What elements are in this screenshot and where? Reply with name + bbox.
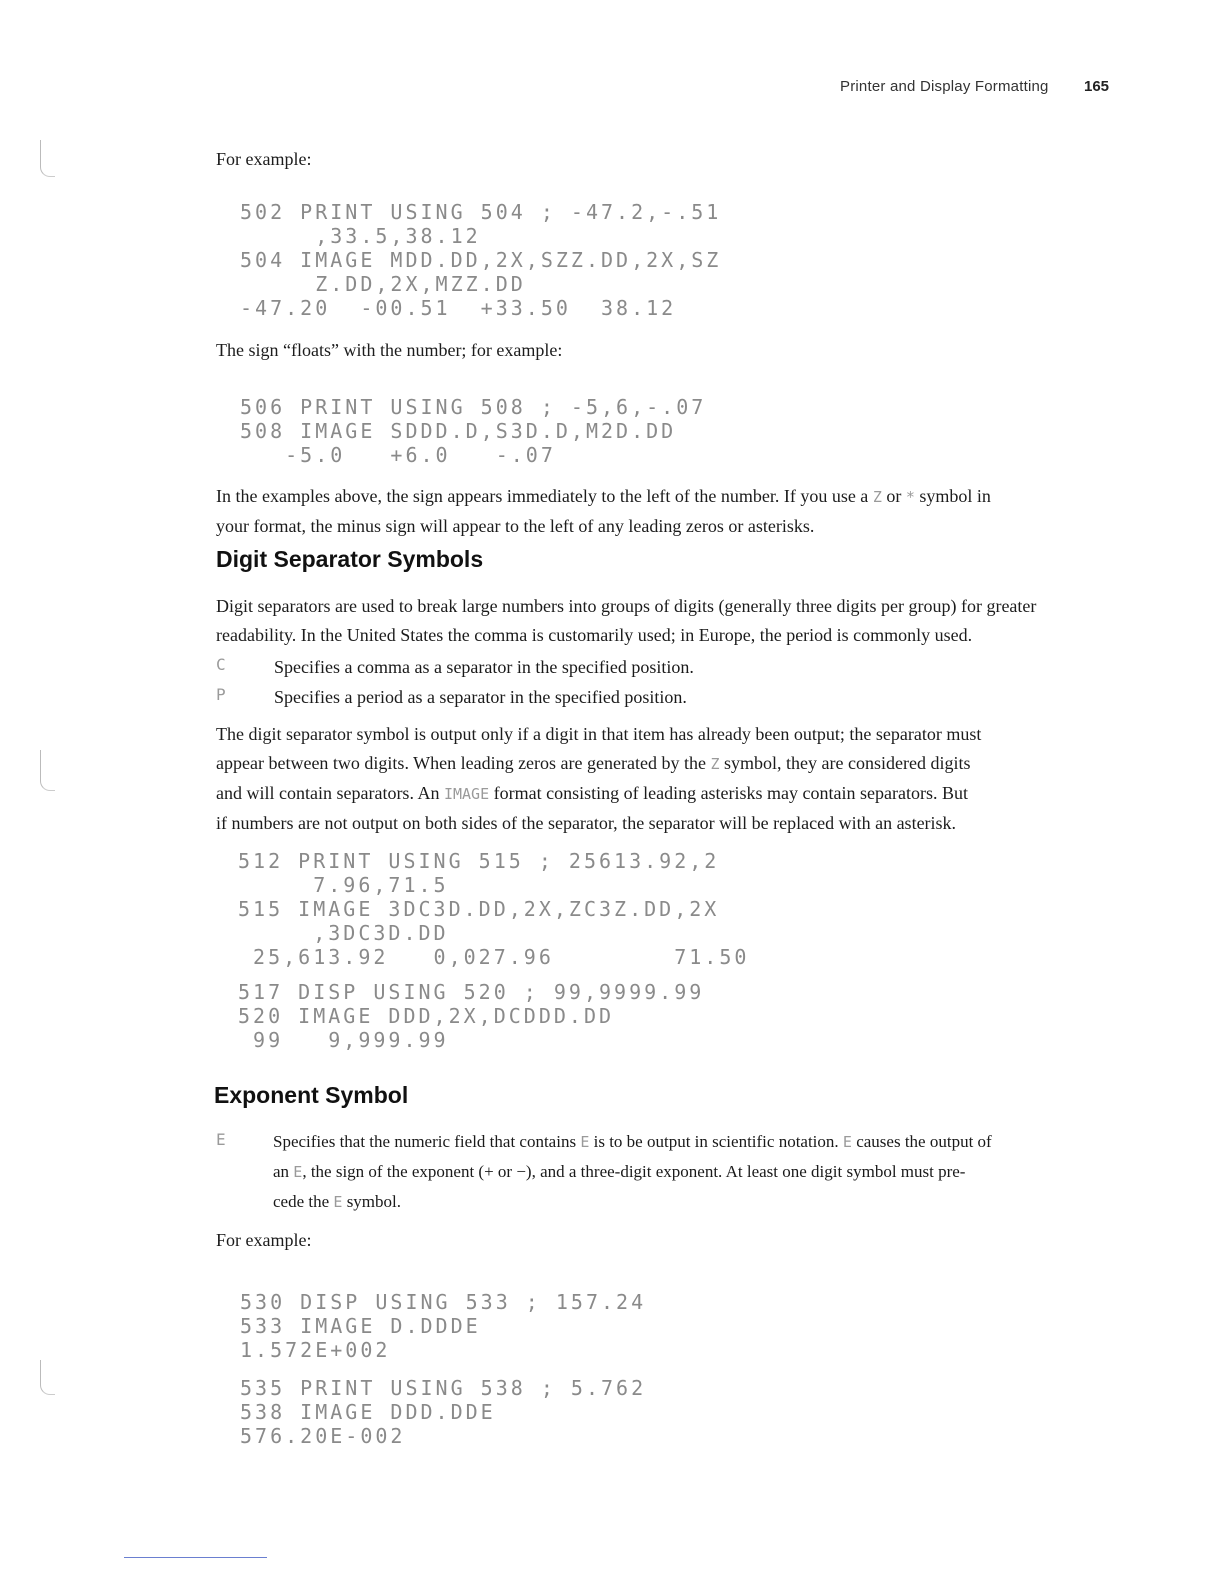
exp-text: , the sign of the exponent (+ or −), and a three-digit exponent. At least one digit symbol must pre- [302, 1162, 966, 1181]
inline-symbol: Z [710, 755, 720, 773]
output-para-text: and will contain separators. An [216, 783, 440, 803]
definition-c [216, 655, 226, 675]
definition-text: Specifies a comma as a separator in the specified position. [274, 657, 694, 677]
exp-text: causes the output of [856, 1132, 992, 1151]
output-para-line: The digit separator symbol is output only if a digit in that item has already been output; the separator must [216, 724, 982, 744]
running-header: Printer and Display Formatting [840, 78, 1049, 95]
sign-text-4: your format, the minus sign will appear to the left of any leading zeros or asterisks. [216, 516, 815, 536]
inline-symbol: Z [872, 488, 882, 506]
margin-mark [40, 750, 55, 791]
margin-mark [40, 1360, 55, 1395]
inline-symbol: E [333, 1193, 343, 1211]
code-block-512: 512 PRINT USING 515 ; 25613.92,2 7.96,71.5 515 IMAGE 3DC3D.DD,2X,ZC3Z.DD,2X ,3DC3D.DD 25,613.92 0,027.96 71.50 [238, 849, 750, 969]
code-block-530: 530 DISP USING 533 ; 157.24 533 IMAGE D.DDDE 1.572E+002 [240, 1290, 647, 1362]
separator-output-paragraph [216, 720, 1116, 838]
inline-symbol: * [905, 488, 915, 506]
code-block-517: 517 DISP USING 520 ; 99,9999.99 520 IMAGE DDD,2X,DCDDD.DD 99 9,999.99 [238, 980, 705, 1052]
sign-text-2: or [886, 486, 902, 506]
inline-symbol: E [842, 1133, 852, 1151]
definition-text: Specifies a period as a separator in the specified position. [274, 687, 687, 707]
digit-sep-paragraph [216, 592, 1116, 650]
output-para-line: if numbers are not output on both sides of the separator, the separator will be replaced with an asterisk. [216, 813, 957, 833]
definition-p [216, 685, 226, 705]
exponent-definition [273, 1127, 1113, 1217]
exp-text: cede the [273, 1192, 330, 1211]
section-heading-exponent: Exponent Symbol [214, 1082, 409, 1108]
exp-text: Specifies that the numeric field that contains [273, 1132, 577, 1151]
sign-text-3: symbol in [919, 486, 991, 506]
sign-paragraph [216, 482, 1116, 541]
definition-symbol: E [216, 1130, 226, 1149]
output-para-text: symbol, they are considered digits [724, 753, 971, 773]
exp-text: an [273, 1162, 290, 1181]
float-note: The sign “floats” with the number; for example: [216, 340, 563, 360]
code-block-502: 502 PRINT USING 504 ; -47.2,-.51 ,33.5,38.12 504 IMAGE MDD.DD,2X,SZZ.DD,2X,SZ Z.DD,2X,MZZ.DD -47.20 -00.51 +33.50 38.12 [240, 200, 722, 320]
definition-symbol: P [216, 685, 226, 704]
page-number: 165 [1084, 78, 1110, 95]
inline-symbol: E [293, 1163, 303, 1181]
exp-text: symbol. [346, 1192, 401, 1211]
sign-text-1: In the examples above, the sign appears immediately to the left of the number. If you use a [216, 486, 869, 506]
example-label: For example: [216, 1230, 312, 1250]
definition-symbol: C [216, 655, 226, 674]
footer-rule [124, 1557, 267, 1558]
margin-mark [40, 140, 55, 177]
digit-sep-line: readability. In the United States the comma is customarily used; in Europe, the period is commonly used. [216, 625, 973, 645]
code-block-535: 535 PRINT USING 538 ; 5.762 538 IMAGE DDD.DDE 576.20E-002 [240, 1376, 647, 1448]
example-label: For example: [216, 149, 312, 169]
definition-e [216, 1130, 226, 1150]
output-para-text: format consisting of leading asterisks may contain separators. But [493, 783, 968, 803]
exp-text: is to be output in scientific notation. [593, 1132, 839, 1151]
output-para-text: appear between two digits. When leading zeros are generated by the [216, 753, 706, 773]
digit-sep-line: Digit separators are used to break large numbers into groups of digits (generally three digits per group) for greater [216, 596, 1037, 616]
inline-symbol: IMAGE [443, 785, 490, 803]
section-heading-digit-separator: Digit Separator Symbols [216, 546, 484, 572]
inline-symbol: E [580, 1133, 590, 1151]
code-block-506: 506 PRINT USING 508 ; -5,6,-.07 508 IMAGE SDDD.D,S3D.D,M2D.DD -5.0 +6.0 -.07 [240, 395, 707, 467]
